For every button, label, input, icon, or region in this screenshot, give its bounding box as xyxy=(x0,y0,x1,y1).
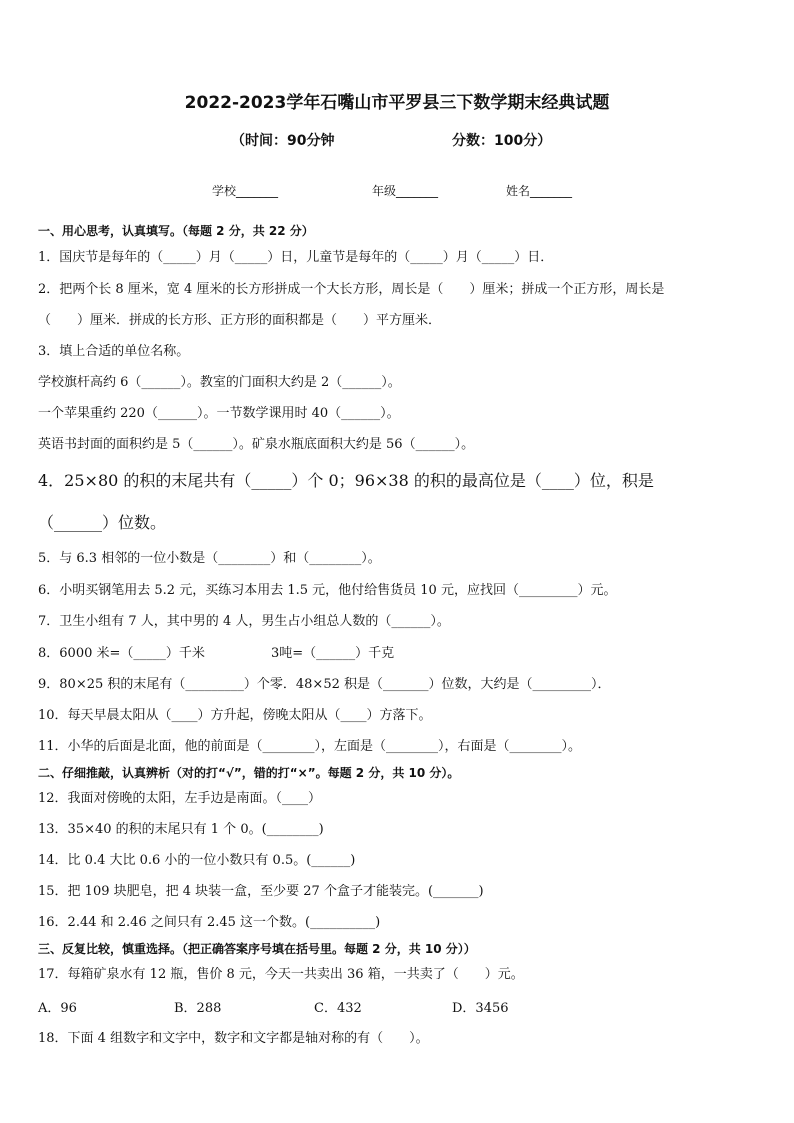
question-8b: 3吨=（______）千克 xyxy=(271,646,395,661)
question-3b: 一个苹果重约 220（______）。一节数学课用时 40（______）。 xyxy=(38,406,400,421)
exam-title: 2022-2023学年石嘴山市平罗县三下数学期末经典试题 xyxy=(184,93,610,113)
section1-heading: 一、用心思考，认真填写。（每题 2 分，共 22 分） xyxy=(38,224,314,238)
exam-score: 分数：100分） xyxy=(452,133,552,149)
question-5: 5．与 6.3 相邻的一位小数是（________）和（________）。 xyxy=(38,551,381,566)
exam-time: （时间：90分钟 xyxy=(231,133,335,149)
question-17: 17．每箱矿泉水有 12 瓶，售价 8 元，今天一共卖出 36 箱，一共卖了（ ）元。 xyxy=(38,967,524,982)
question-2-line2: （ ）厘米．拼成的长方形、正方形的面积都是（ ）平方厘米． xyxy=(38,313,442,328)
question-1: 1．国庆节是每年的（_____）月（_____）日，儿童节是每年的（_____）月（_____）日． xyxy=(38,250,554,265)
q17-option-c: C．432 xyxy=(314,1001,362,1016)
question-3a: 学校旗杆高约 6（______）。教室的门面积大约是 2（______）。 xyxy=(38,375,401,390)
question-12: 12．我面对傍晚的太阳，左手边是南面。（____） xyxy=(38,791,322,806)
question-15: 15．把 109 块肥皂，把 4 块装一盒，至少要 27 个盒子才能装完。(_______) xyxy=(38,884,484,899)
question-3c: 英语书封面的面积约是 5（______）。矿泉水瓶底面积大约是 56（______）。 xyxy=(38,437,475,452)
q17-option-a: A．96 xyxy=(38,1001,77,1016)
school-field: 学校_______ xyxy=(212,184,279,198)
question-16: 16．2.44 和 2.46 之间只有 2.45 这一个数。(__________) xyxy=(38,915,381,930)
name-field: 姓名_______ xyxy=(506,184,573,198)
question-4-line1: 4．25×80 的积的末尾共有（_____）个 0；96×38 的积的最高位是（____）位，积是 xyxy=(38,471,654,490)
question-3: 3．填上合适的单位名称。 xyxy=(38,344,190,359)
section3-heading: 三、反复比较，慎重选择。（把正确答案序号填在括号里。每题 2 分，共 10 分）） xyxy=(38,942,476,956)
question-13: 13．35×40 的积的末尾只有 1 个 0。(________) xyxy=(38,822,324,837)
question-6: 6．小明买钢笔用去 5.2 元，买练习本用去 1.5 元，他付给售货员 10 元，应找回（_________）元。 xyxy=(38,583,617,598)
q17-option-b: B．288 xyxy=(174,1001,222,1016)
question-11: 11．小华的后面是北面，他的前面是（________），左面是（________），右面是（________）。 xyxy=(38,739,582,754)
section2-heading: 二、仔细推敲，认真辨析（对的打“√”，错的打“×”。每题 2 分，共 10 分）。 xyxy=(38,766,460,780)
question-4-line2: （______）位数。 xyxy=(38,513,167,532)
question-18: 18．下面 4 组数字和文字中，数字和文字都是轴对称的有（ ）。 xyxy=(38,1031,429,1046)
question-10: 10．每天早晨太阳从（____）方升起，傍晚太阳从（____）方落下。 xyxy=(38,708,432,723)
question-9: 9．80×25 积的末尾有（_________）个零．48×52 积是（_______）位数，大约是（_________）． xyxy=(38,677,611,692)
question-7: 7．卫生小组有 7 人，其中男的 4 人，男生占小组总人数的（______）。 xyxy=(38,614,450,629)
grade-field: 年级_______ xyxy=(372,184,439,198)
q17-option-d: D．3456 xyxy=(452,1001,509,1016)
question-14: 14．比 0.4 大比 0.6 小的一位小数只有 0.5。(______) xyxy=(38,853,356,868)
question-8a: 8．6000 米=（_____）千米 xyxy=(38,646,205,661)
question-2-line1: 2．把两个长 8 厘米，宽 4 厘米的长方形拼成一个大长方形，周长是（ ）厘米；拼成一个正方形，周长是 xyxy=(38,282,665,297)
